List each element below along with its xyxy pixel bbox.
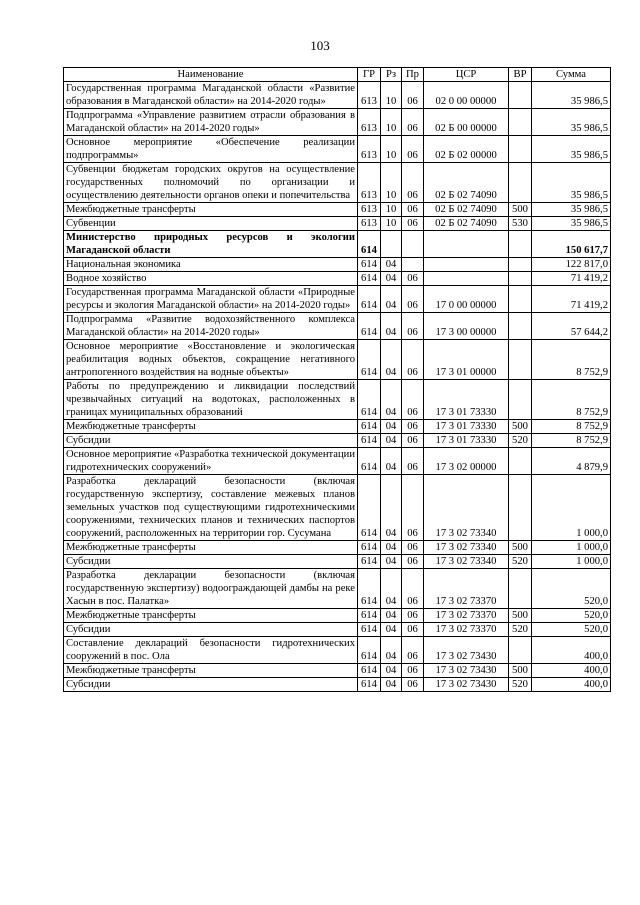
cell-name: Субвенции бюджетам городских округов на осуществление государственных полномочий по организации и осуществлению деятельности органов опеки и попечительства	[64, 163, 358, 203]
cell-gr: 614	[358, 231, 381, 258]
cell-sum: 8 752,9	[532, 340, 611, 380]
cell-name: Разработка декларации безопасности (включая государственную экспертизу) водоограждающей дамбы на реке Хасын в пос. Палатка»	[64, 569, 358, 609]
cell-gr: 613	[358, 163, 381, 203]
cell-rz	[381, 231, 402, 258]
cell-sum: 35 986,5	[532, 136, 611, 163]
cell-pr: 06	[402, 340, 424, 380]
cell-rz: 10	[381, 217, 402, 231]
cell-csr: 02 Б 02 00000	[424, 136, 509, 163]
cell-vr	[509, 136, 532, 163]
header-csr: ЦСР	[424, 68, 509, 82]
table-row	[64, 420, 611, 434]
table-row	[64, 231, 611, 258]
cell-rz: 04	[381, 664, 402, 678]
cell-rz: 04	[381, 258, 402, 272]
cell-vr	[509, 82, 532, 109]
table-row	[64, 286, 611, 313]
cell-vr	[509, 475, 532, 541]
budget-table	[63, 67, 611, 692]
cell-name: Основное мероприятие «Восстановление и экологическая реабилитация водных объектов, сокращение негативного антропогенного воздействия на водные объекты»	[64, 340, 358, 380]
cell-vr: 500	[509, 203, 532, 217]
cell-name: Национальная экономика	[64, 258, 358, 272]
cell-rz: 04	[381, 609, 402, 623]
cell-csr: 17 3 02 73340	[424, 475, 509, 541]
table-header-row	[64, 68, 611, 82]
cell-vr	[509, 340, 532, 380]
cell-sum: 35 986,5	[532, 217, 611, 231]
table-row	[64, 448, 611, 475]
table-row	[64, 272, 611, 286]
cell-pr: 06	[402, 380, 424, 420]
cell-pr: 06	[402, 109, 424, 136]
cell-rz: 10	[381, 82, 402, 109]
table-row	[64, 258, 611, 272]
cell-pr: 06	[402, 286, 424, 313]
cell-pr: 06	[402, 82, 424, 109]
cell-vr	[509, 313, 532, 340]
cell-pr: 06	[402, 217, 424, 231]
cell-rz: 04	[381, 555, 402, 569]
cell-gr: 613	[358, 82, 381, 109]
cell-sum: 4 879,9	[532, 448, 611, 475]
cell-gr: 614	[358, 609, 381, 623]
table-row	[64, 569, 611, 609]
cell-csr: 17 3 02 73340	[424, 541, 509, 555]
table-row	[64, 136, 611, 163]
table-row	[64, 555, 611, 569]
cell-sum: 520,0	[532, 569, 611, 609]
cell-gr: 613	[358, 136, 381, 163]
cell-pr	[402, 258, 424, 272]
cell-rz: 04	[381, 340, 402, 380]
cell-pr: 06	[402, 163, 424, 203]
cell-sum: 520,0	[532, 609, 611, 623]
cell-pr: 06	[402, 136, 424, 163]
cell-pr: 06	[402, 664, 424, 678]
cell-name: Подпрограмма «Управление развитием отрасли образования в Магаданской области» на 2014-2020 годы»	[64, 109, 358, 136]
cell-sum: 35 986,5	[532, 203, 611, 217]
header-vr: ВР	[509, 68, 532, 82]
cell-rz: 04	[381, 475, 402, 541]
cell-gr: 613	[358, 203, 381, 217]
cell-rz: 04	[381, 286, 402, 313]
cell-vr	[509, 569, 532, 609]
cell-vr: 500	[509, 541, 532, 555]
cell-name: Работы по предупреждению и ликвидации последствий чрезвычайных ситуаций на водотоках, расположенных в границах муниципальных образований	[64, 380, 358, 420]
cell-pr: 06	[402, 637, 424, 664]
table-row	[64, 623, 611, 637]
cell-gr: 614	[358, 420, 381, 434]
cell-vr	[509, 272, 532, 286]
cell-name: Субвенции	[64, 217, 358, 231]
cell-name: Субсидии	[64, 434, 358, 448]
cell-pr: 06	[402, 569, 424, 609]
cell-sum: 8 752,9	[532, 380, 611, 420]
cell-pr: 06	[402, 541, 424, 555]
cell-sum: 57 644,2	[532, 313, 611, 340]
header-rz: Рз	[381, 68, 402, 82]
cell-rz: 04	[381, 623, 402, 637]
cell-sum: 35 986,5	[532, 82, 611, 109]
cell-pr: 06	[402, 272, 424, 286]
cell-gr: 614	[358, 434, 381, 448]
cell-name: Межбюджетные трансферты	[64, 541, 358, 555]
cell-gr: 614	[358, 541, 381, 555]
cell-name: Составление деклараций безопасности гидротехнических сооружений в пос. Ола	[64, 637, 358, 664]
cell-name: Межбюджетные трансферты	[64, 203, 358, 217]
table-row	[64, 678, 611, 692]
cell-name: Подпрограмма «Развитие водохозяйственного комплекса Магаданской области» на 2014-2020 годы»	[64, 313, 358, 340]
cell-gr: 614	[358, 286, 381, 313]
cell-pr: 06	[402, 203, 424, 217]
cell-vr: 500	[509, 664, 532, 678]
cell-vr	[509, 448, 532, 475]
table-row	[64, 380, 611, 420]
cell-name: Государственная программа Магаданской области «Природные ресурсы и экология Магаданской области» на 2014-2020 годы»	[64, 286, 358, 313]
cell-name: Субсидии	[64, 623, 358, 637]
table-row	[64, 82, 611, 109]
table-row	[64, 109, 611, 136]
cell-gr: 613	[358, 217, 381, 231]
cell-gr: 614	[358, 678, 381, 692]
cell-csr: 17 3 02 73430	[424, 637, 509, 664]
cell-gr: 614	[358, 272, 381, 286]
cell-csr: 02 0 00 00000	[424, 82, 509, 109]
cell-vr	[509, 163, 532, 203]
cell-sum: 1 000,0	[532, 541, 611, 555]
cell-csr: 17 3 02 00000	[424, 448, 509, 475]
cell-gr: 614	[358, 380, 381, 420]
cell-csr: 17 3 01 00000	[424, 340, 509, 380]
cell-sum: 35 986,5	[532, 163, 611, 203]
cell-pr: 06	[402, 678, 424, 692]
cell-pr: 06	[402, 609, 424, 623]
cell-sum: 400,0	[532, 637, 611, 664]
cell-csr: 17 3 01 73330	[424, 420, 509, 434]
cell-sum: 122 817,0	[532, 258, 611, 272]
cell-rz: 10	[381, 203, 402, 217]
cell-vr: 520	[509, 623, 532, 637]
cell-csr: 02 Б 02 74090	[424, 163, 509, 203]
cell-vr: 500	[509, 609, 532, 623]
cell-csr: 17 3 02 73370	[424, 609, 509, 623]
header-gr: ГР	[358, 68, 381, 82]
cell-csr: 17 3 01 73330	[424, 380, 509, 420]
cell-pr: 06	[402, 623, 424, 637]
cell-gr: 614	[358, 637, 381, 664]
cell-csr	[424, 272, 509, 286]
cell-sum: 8 752,9	[532, 434, 611, 448]
header-sum: Сумма	[532, 68, 611, 82]
cell-name: Государственная программа Магаданской области «Развитие образования в Магаданской области» на 2014-2020 годы»	[64, 82, 358, 109]
cell-csr: 17 3 00 00000	[424, 313, 509, 340]
cell-rz: 10	[381, 163, 402, 203]
cell-vr	[509, 258, 532, 272]
cell-gr: 614	[358, 475, 381, 541]
cell-sum: 400,0	[532, 678, 611, 692]
cell-rz: 04	[381, 448, 402, 475]
table-row	[64, 541, 611, 555]
cell-gr: 614	[358, 448, 381, 475]
table-row	[64, 313, 611, 340]
cell-rz: 04	[381, 420, 402, 434]
cell-vr: 520	[509, 555, 532, 569]
table-row	[64, 163, 611, 203]
table-row	[64, 609, 611, 623]
cell-pr: 06	[402, 434, 424, 448]
cell-sum: 150 617,7	[532, 231, 611, 258]
cell-rz: 10	[381, 109, 402, 136]
cell-vr	[509, 109, 532, 136]
header-name: Наименование	[64, 68, 358, 82]
cell-gr: 613	[358, 109, 381, 136]
cell-pr: 06	[402, 420, 424, 434]
cell-rz: 04	[381, 434, 402, 448]
cell-rz: 10	[381, 136, 402, 163]
cell-csr: 17 3 02 73430	[424, 664, 509, 678]
cell-rz: 04	[381, 380, 402, 420]
cell-vr	[509, 231, 532, 258]
table-row	[64, 637, 611, 664]
cell-name: Основное мероприятие «Обеспечение реализации подпрограммы»	[64, 136, 358, 163]
cell-vr: 500	[509, 420, 532, 434]
cell-rz: 04	[381, 678, 402, 692]
cell-sum: 71 419,2	[532, 286, 611, 313]
cell-sum: 1 000,0	[532, 475, 611, 541]
cell-rz: 04	[381, 637, 402, 664]
cell-csr: 17 3 02 73370	[424, 623, 509, 637]
cell-gr: 614	[358, 555, 381, 569]
cell-name: Разработка деклараций безопасности (включая государственную экспертизу, составление межевых планов земельных участков под существующими гидротехническими сооружениями, технических планов и технических паспортов сооружений, расположенных на территории гор. Сусумана	[64, 475, 358, 541]
cell-rz: 04	[381, 313, 402, 340]
cell-gr: 614	[358, 569, 381, 609]
cell-csr: 02 Б 00 00000	[424, 109, 509, 136]
cell-vr	[509, 637, 532, 664]
cell-sum: 1 000,0	[532, 555, 611, 569]
cell-csr	[424, 258, 509, 272]
table-row	[64, 664, 611, 678]
cell-sum: 71 419,2	[532, 272, 611, 286]
cell-name: Межбюджетные трансферты	[64, 664, 358, 678]
cell-vr	[509, 286, 532, 313]
cell-csr: 17 3 02 73370	[424, 569, 509, 609]
cell-csr: 17 0 00 00000	[424, 286, 509, 313]
cell-sum: 520,0	[532, 623, 611, 637]
cell-name: Межбюджетные трансферты	[64, 609, 358, 623]
cell-vr: 520	[509, 678, 532, 692]
cell-pr: 06	[402, 475, 424, 541]
header-pr: Пр	[402, 68, 424, 82]
cell-gr: 614	[358, 313, 381, 340]
page-number: 103	[310, 38, 330, 53]
cell-name: Водное хозяйство	[64, 272, 358, 286]
cell-rz: 04	[381, 541, 402, 555]
table-row	[64, 475, 611, 541]
cell-csr	[424, 231, 509, 258]
cell-csr: 17 3 02 73430	[424, 678, 509, 692]
table-row	[64, 340, 611, 380]
cell-sum: 8 752,9	[532, 420, 611, 434]
cell-pr: 06	[402, 555, 424, 569]
cell-name: Основное мероприятие «Разработка технической документации гидротехнических сооружений»	[64, 448, 358, 475]
cell-name: Министерство природных ресурсов и экологии Магаданской области	[64, 231, 358, 258]
cell-pr: 06	[402, 313, 424, 340]
table-row	[64, 217, 611, 231]
cell-csr: 17 3 01 73330	[424, 434, 509, 448]
cell-rz: 04	[381, 272, 402, 286]
cell-pr	[402, 231, 424, 258]
cell-csr: 02 Б 02 74090	[424, 203, 509, 217]
table-row	[64, 203, 611, 217]
cell-rz: 04	[381, 569, 402, 609]
cell-pr: 06	[402, 448, 424, 475]
cell-sum: 35 986,5	[532, 109, 611, 136]
cell-name: Субсидии	[64, 555, 358, 569]
cell-sum: 400,0	[532, 664, 611, 678]
cell-gr: 614	[358, 340, 381, 380]
cell-vr	[509, 380, 532, 420]
cell-gr: 614	[358, 664, 381, 678]
cell-vr: 530	[509, 217, 532, 231]
cell-name: Субсидии	[64, 678, 358, 692]
cell-csr: 02 Б 02 74090	[424, 217, 509, 231]
cell-name: Межбюджетные трансферты	[64, 420, 358, 434]
cell-vr: 520	[509, 434, 532, 448]
table-row	[64, 434, 611, 448]
cell-gr: 614	[358, 623, 381, 637]
cell-csr: 17 3 02 73340	[424, 555, 509, 569]
cell-gr: 614	[358, 258, 381, 272]
